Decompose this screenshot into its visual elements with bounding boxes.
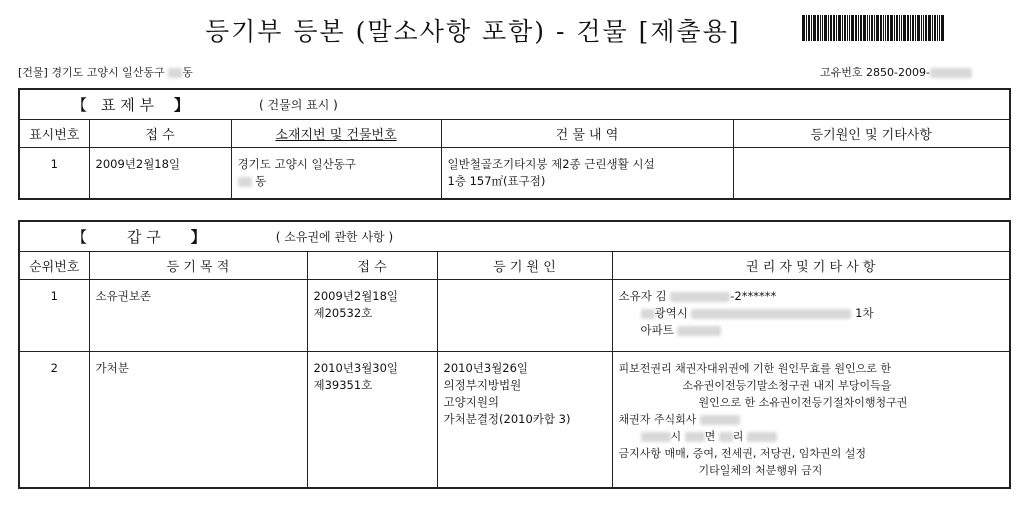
column-header: 소재지번 및 건물번호 <box>231 120 441 148</box>
building-location <box>18 64 193 80</box>
bracket-right: 】 <box>190 228 206 246</box>
rights-line: 소유권이전등기말소청구권 내지 부당이득을 <box>682 379 892 392</box>
barcode-stripe <box>925 15 927 41</box>
receipt <box>307 352 437 489</box>
rank-number: 2 <box>19 352 89 489</box>
owner-address: 광역시 <box>654 306 688 320</box>
pyoje-header-row <box>19 120 1010 148</box>
barcode-stripe <box>934 15 936 41</box>
barcode-stripe <box>921 15 922 41</box>
registration-cause <box>437 280 612 352</box>
receipt-number: 제39351호 <box>313 378 373 392</box>
owner-apartment: 아파트 <box>640 323 674 337</box>
barcode-stripe <box>874 15 875 41</box>
barcode-stripe <box>802 15 805 41</box>
creditor-address-line <box>619 428 1004 445</box>
redacted-text <box>700 415 740 425</box>
column-header: 표시번호 <box>19 120 89 148</box>
registration-notes <box>733 148 1010 200</box>
section-subtitle: ( 소유권에 관한 사항 ) <box>275 230 394 244</box>
building-location-suffix: 동 <box>182 66 193 79</box>
owner-line <box>619 288 1004 305</box>
redacted-text <box>670 292 730 302</box>
section-name: 표 제 부 <box>101 96 155 114</box>
rights-line: 원인으로 한 소유권이전등기절차이행청구권 <box>698 396 908 409</box>
column-header: 건 물 내 역 <box>441 120 733 148</box>
rights-line: 금지사항 매매, 증여, 전세권, 저당권, 임차권의 설정 <box>618 447 866 460</box>
section-subtitle: ( 건물의 표시 ) <box>259 98 338 112</box>
address <box>231 148 441 200</box>
redacted-text <box>691 309 851 319</box>
barcode-stripe <box>871 15 873 41</box>
address-suffix: 동 <box>255 174 267 188</box>
address-line <box>238 173 435 190</box>
barcode-stripe <box>808 15 810 41</box>
redacted-text <box>930 68 972 78</box>
unique-number <box>820 64 972 80</box>
receipt <box>307 280 437 352</box>
barcode-stripe <box>867 15 868 41</box>
rights-line: 기타일체의 처분행위 금지 <box>698 464 823 477</box>
owner-address-tail: 1차 <box>855 306 874 320</box>
barcode-stripe <box>876 15 879 41</box>
barcode-stripe <box>903 15 906 41</box>
registration-purpose: 가처분 <box>89 352 307 489</box>
creditor-line <box>619 411 1004 428</box>
barcode-stripe <box>939 15 940 41</box>
redacted-text <box>747 432 777 442</box>
barcode-stripe <box>820 15 821 41</box>
barcode-stripe <box>822 15 823 41</box>
barcode-stripe <box>836 15 837 41</box>
barcode-stripe <box>910 15 911 41</box>
redacted-text <box>238 177 252 187</box>
cause-line: 가처분결정(2010카합 3) <box>443 412 571 426</box>
gapgu-header-row <box>19 252 1010 280</box>
description-line: 1층 157㎡(표구점) <box>447 174 546 188</box>
barcode-stripe <box>811 15 812 41</box>
registration-cause <box>437 352 612 489</box>
barcode-stripe <box>915 15 916 41</box>
barcode-stripe <box>923 15 924 41</box>
barcode-stripe <box>890 15 893 41</box>
barcode-stripe <box>928 15 931 41</box>
redacted-text <box>168 68 182 78</box>
creditor-address: 리 <box>732 430 744 443</box>
barcode-stripe <box>860 15 862 41</box>
barcode-stripe <box>824 15 827 41</box>
barcode-stripe <box>847 15 848 41</box>
barcode-stripe <box>855 15 857 41</box>
barcode-stripe <box>932 15 933 41</box>
barcode-stripe <box>880 15 882 41</box>
row-number: 1 <box>19 148 89 200</box>
barcode-stripe <box>844 15 846 41</box>
owner-label: 소유자 김 <box>618 289 667 303</box>
section-name: 갑 구 <box>127 228 161 246</box>
barcode-stripe <box>907 15 909 41</box>
registration-purpose: 소유권보존 <box>89 280 307 352</box>
barcode-stripe <box>817 15 819 41</box>
table-row <box>19 148 1010 200</box>
barcode-stripe <box>806 15 807 41</box>
table-row <box>19 280 1010 352</box>
redacted-text <box>641 432 671 442</box>
building-description <box>441 148 733 200</box>
bracket-right: 】 <box>174 96 190 114</box>
receipt-number: 제20532호 <box>313 306 373 320</box>
bracket-left: 【 <box>72 228 88 246</box>
column-header: 등기원인 및 기타사항 <box>733 120 1010 148</box>
redacted-text <box>685 432 705 442</box>
owner-apartment-line <box>619 322 1004 339</box>
receipt-date: 2009년2월18일 <box>89 148 231 200</box>
redacted-text <box>641 309 655 319</box>
barcode-stripe <box>901 15 902 41</box>
creditor-address: 면 <box>704 430 716 443</box>
barcode-stripe <box>838 15 841 41</box>
creditor-label: 채권자 주식회사 <box>618 413 697 426</box>
column-header: 접 수 <box>89 120 231 148</box>
address-line: 경기도 고양시 일산동구 <box>237 157 356 171</box>
barcode-stripe <box>858 15 859 41</box>
creditor-address: 시 <box>670 430 682 443</box>
gapgu-table <box>18 220 1011 489</box>
barcode-stripe <box>851 15 854 41</box>
barcode-stripe <box>883 15 884 41</box>
owner-id: -2****** <box>730 289 777 303</box>
description-line: 일반철골조기타지붕 제2종 근린생활 시설 <box>447 157 655 171</box>
barcode-stripe <box>941 15 944 41</box>
column-header: 등 기 목 적 <box>89 252 307 280</box>
rank-number: 1 <box>19 280 89 352</box>
barcode-stripe <box>863 15 866 41</box>
gapgu-section-title <box>20 226 1009 247</box>
unique-number-text: 고유번호 2850-2009- <box>820 66 930 79</box>
barcode-stripe <box>887 15 889 41</box>
bracket-left: 【 <box>72 96 88 114</box>
redacted-text <box>677 326 721 336</box>
barcode-stripe <box>869 15 870 41</box>
column-header: 등 기 원 인 <box>437 252 612 280</box>
barcode-stripe <box>912 15 914 41</box>
barcode-stripe <box>896 15 898 41</box>
receipt-date: 2009년2월18일 <box>313 289 399 303</box>
barcode-stripe <box>937 15 938 41</box>
barcode-stripe <box>849 15 850 41</box>
rights-holder <box>612 280 1010 352</box>
barcode-stripe <box>885 15 886 41</box>
barcode-stripe <box>894 15 895 41</box>
barcode-stripe <box>828 15 829 41</box>
receipt-date: 2010년3월30일 <box>313 361 399 375</box>
table-row <box>19 352 1010 489</box>
cause-line: 고양지원의 <box>443 395 500 409</box>
document-title: 등기부 등본 (말소사항 포함) - 건물 [제출용] <box>205 17 741 46</box>
barcode <box>802 15 1010 41</box>
column-header: 순위번호 <box>19 252 89 280</box>
owner-address-line <box>619 305 1004 322</box>
pyoje-table <box>18 88 1011 200</box>
cause-line: 2010년3월26일 <box>443 361 529 375</box>
barcode-stripe <box>917 15 920 41</box>
rights-holder <box>612 352 1010 489</box>
barcode-stripe <box>813 15 816 41</box>
building-location-text: [건물] 경기도 고양시 일산동구 <box>18 66 169 79</box>
rights-line: 피보전권리 채권자대위권에 기한 원인무효를 원인으로 한 <box>618 362 892 375</box>
barcode-stripe <box>842 15 843 41</box>
redacted-text <box>719 432 733 442</box>
barcode-stripe <box>899 15 900 41</box>
cause-line: 의정부지방법원 <box>443 378 522 392</box>
column-header: 권 리 자 및 기 타 사 항 <box>612 252 1010 280</box>
barcode-stripe <box>830 15 832 41</box>
pyoje-section-title <box>20 94 1009 115</box>
barcode-stripe <box>833 15 835 41</box>
column-header: 접 수 <box>307 252 437 280</box>
